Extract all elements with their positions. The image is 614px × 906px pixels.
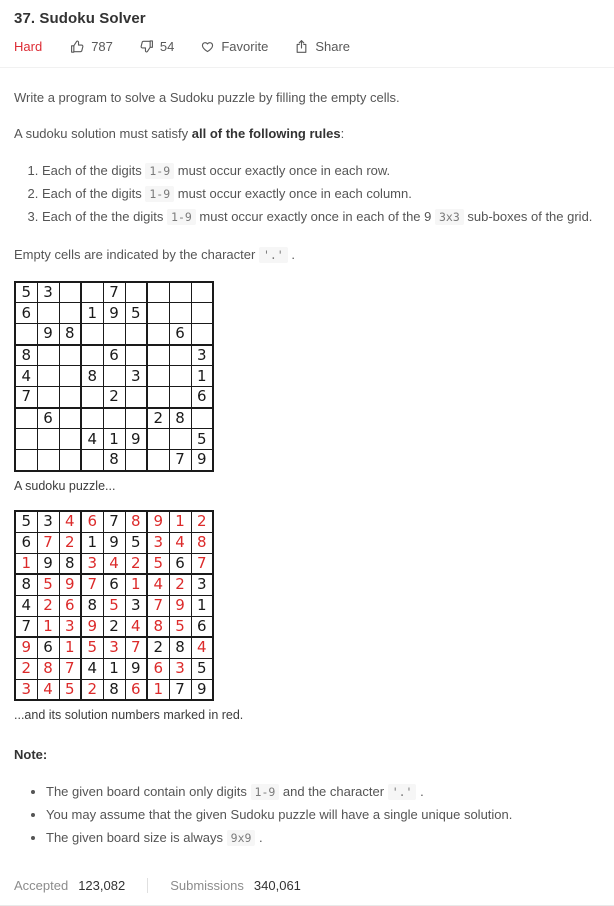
problem-meta-bar: [14, 39, 600, 54]
share-button[interactable]: [294, 39, 350, 54]
sudoku-cell: 6: [169, 553, 191, 574]
sudoku-cell: 7: [103, 282, 125, 303]
sudoku-cell: [169, 345, 191, 366]
sudoku-cell: 4: [81, 429, 103, 450]
sudoku-cell: 1: [103, 429, 125, 450]
sudoku-cell: 1: [147, 679, 169, 700]
sudoku-cell: 1: [81, 532, 103, 553]
notes-list: [14, 780, 600, 850]
sudoku-cell: [59, 303, 81, 324]
sudoku-cell: 6: [15, 532, 37, 553]
submissions-label: Submissions: [170, 877, 244, 893]
sudoku-cell: [191, 324, 213, 345]
sudoku-cell: [125, 450, 147, 471]
difficulty-badge: Hard: [14, 39, 43, 54]
sudoku-cell: 5: [125, 532, 147, 553]
accepted-label: Accepted: [14, 877, 69, 893]
sudoku-cell: 6: [81, 511, 103, 532]
sudoku-cell: 3: [191, 345, 213, 366]
note-item: • You may assume that the given Sudoku puzzle will have a single unique solution.: [46, 803, 600, 826]
sudoku-cell: 9: [125, 429, 147, 450]
sudoku-row: [15, 450, 213, 471]
sudoku-cell: [169, 429, 191, 450]
sudoku-cell: [125, 324, 147, 345]
sudoku-cell: 4: [147, 574, 169, 595]
bold-text: all of the following rules: [191, 126, 341, 142]
sudoku-cell: 5: [125, 303, 147, 324]
sudoku-cell: 9: [103, 532, 125, 553]
sudoku-cell: [37, 366, 59, 387]
sudoku-cell: 8: [59, 324, 81, 345]
sudoku-cell: 3: [15, 679, 37, 700]
sudoku-cell: 1: [103, 658, 125, 679]
problem-description: [0, 68, 614, 868]
heart-icon: [200, 39, 215, 54]
sudoku-cell: [103, 324, 125, 345]
sudoku-cell: 2: [147, 637, 169, 658]
sudoku-row: [15, 658, 213, 679]
sudoku-cell: 9: [125, 658, 147, 679]
sudoku-cell: 8: [37, 658, 59, 679]
sudoku-cell: 7: [103, 511, 125, 532]
sudoku-row: [15, 553, 213, 574]
sudoku-cell: 2: [15, 658, 37, 679]
sudoku-puzzle-grid: [14, 281, 214, 472]
inline-code: 1-9: [167, 209, 196, 225]
sudoku-cell: 8: [15, 345, 37, 366]
sudoku-cell: 6: [15, 303, 37, 324]
empty-cells-paragraph: Empty cells are indicated by the character '.' .: [14, 246, 295, 262]
sudoku-cell: 3: [37, 511, 59, 532]
sudoku-cell: [81, 282, 103, 303]
sudoku-cell: 4: [15, 366, 37, 387]
sudoku-cell: [169, 366, 191, 387]
sudoku-cell: [191, 282, 213, 303]
sudoku-cell: [125, 408, 147, 429]
sudoku-cell: [169, 387, 191, 408]
stats-divider: [147, 878, 148, 893]
sudoku-cell: 3: [37, 282, 59, 303]
sudoku-cell: 7: [37, 532, 59, 553]
sudoku-cell: 6: [147, 658, 169, 679]
sudoku-cell: 8: [125, 511, 147, 532]
share-label: Share: [315, 39, 351, 54]
sudoku-row: [15, 387, 213, 408]
sudoku-cell: 4: [191, 637, 213, 658]
accepted-stat: [14, 878, 125, 893]
sudoku-cell: [81, 408, 103, 429]
sudoku-row: [15, 282, 213, 303]
sudoku-cell: [169, 303, 191, 324]
sudoku-cell: 5: [15, 511, 37, 532]
sudoku-cell: 4: [59, 511, 81, 532]
sudoku-cell: 8: [59, 553, 81, 574]
sudoku-cell: 5: [191, 658, 213, 679]
sudoku-cell: [103, 366, 125, 387]
sudoku-row: [15, 595, 213, 616]
sudoku-cell: [15, 408, 37, 429]
sudoku-cell: [147, 429, 169, 450]
sudoku-cell: 5: [81, 637, 103, 658]
sudoku-row: [15, 574, 213, 595]
inline-code: 3x3: [435, 209, 464, 225]
sudoku-cell: 4: [103, 553, 125, 574]
sudoku-row: [15, 637, 213, 658]
sudoku-cell: [59, 387, 81, 408]
sudoku-row: [15, 532, 213, 553]
sudoku-cell: [15, 450, 37, 471]
sudoku-cell: 6: [191, 616, 213, 637]
sudoku-cell: [37, 345, 59, 366]
sudoku-cell: 7: [15, 616, 37, 637]
sudoku-cell: 7: [191, 553, 213, 574]
sudoku-cell: [147, 324, 169, 345]
note-label: Note:: [14, 747, 48, 763]
sudoku-cell: 3: [147, 532, 169, 553]
sudoku-cell: 6: [59, 595, 81, 616]
sudoku-cell: 7: [59, 658, 81, 679]
sudoku-cell: [37, 387, 59, 408]
page-title: 37. Sudoku Solver: [14, 10, 146, 27]
sudoku-cell: 6: [191, 387, 213, 408]
sudoku-cell: [37, 429, 59, 450]
sudoku-row: [15, 324, 213, 345]
sudoku-cell: [125, 282, 147, 303]
dislike-button[interactable]: [139, 39, 174, 54]
sudoku-cell: 3: [103, 637, 125, 658]
sudoku-cell: [147, 303, 169, 324]
sudoku-cell: 8: [169, 408, 191, 429]
sudoku-cell: [59, 429, 81, 450]
rule-item-column: 2. Each of the digits 1-9 must occur exactly once in each column.: [42, 183, 600, 206]
sudoku-cell: 9: [103, 303, 125, 324]
thumbs-up-icon: [70, 39, 85, 54]
thumbs-down-icon: [139, 39, 154, 54]
sudoku-cell: 2: [147, 408, 169, 429]
sudoku-cell: 5: [15, 282, 37, 303]
sudoku-row: [15, 366, 213, 387]
sudoku-row: [15, 679, 213, 700]
sudoku-cell: 7: [125, 637, 147, 658]
sudoku-cell: 8: [103, 450, 125, 471]
puzzle-caption: A sudoku puzzle...: [14, 478, 116, 493]
rules-list: [14, 160, 600, 228]
sudoku-cell: 2: [103, 387, 125, 408]
inline-code: 1-9: [145, 186, 174, 202]
sudoku-cell: 9: [191, 450, 213, 471]
sudoku-cell: 4: [37, 679, 59, 700]
sudoku-row: [15, 511, 213, 532]
sudoku-cell: 2: [59, 532, 81, 553]
inline-code: '.': [259, 247, 288, 263]
sudoku-cell: 1: [191, 366, 213, 387]
sudoku-cell: 5: [37, 574, 59, 595]
stats-footer: [0, 868, 614, 906]
sudoku-cell: [59, 450, 81, 471]
sudoku-cell: 1: [169, 511, 191, 532]
rule-item-row: 1. Each of the digits 1-9 must occur exactly once in each row.: [42, 160, 600, 183]
sudoku-cell: [147, 450, 169, 471]
sudoku-cell: 4: [169, 532, 191, 553]
sudoku-cell: 2: [81, 679, 103, 700]
description-paragraph: Write a program to solve a Sudoku puzzle by filling the empty cells.: [14, 90, 400, 105]
sudoku-cell: 5: [103, 595, 125, 616]
sudoku-cell: [59, 282, 81, 303]
sudoku-cell: [81, 450, 103, 471]
sudoku-cell: 6: [37, 408, 59, 429]
sudoku-cell: [81, 324, 103, 345]
inline-code: 9x9: [227, 830, 256, 846]
note-item: • The given board contain only digits 1-9 and the character '.' .: [46, 780, 600, 803]
sudoku-cell: 3: [125, 366, 147, 387]
sudoku-cell: 6: [103, 574, 125, 595]
sudoku-cell: [125, 387, 147, 408]
sudoku-cell: 8: [81, 366, 103, 387]
sudoku-cell: 4: [15, 595, 37, 616]
sudoku-cell: 9: [147, 511, 169, 532]
sudoku-cell: 4: [81, 658, 103, 679]
sudoku-cell: 1: [125, 574, 147, 595]
sudoku-cell: [15, 429, 37, 450]
sudoku-cell: 6: [169, 324, 191, 345]
sudoku-cell: 6: [103, 345, 125, 366]
sudoku-cell: 1: [81, 303, 103, 324]
solution-caption: ...and its solution numbers marked in red.: [14, 708, 244, 723]
rules-intro-paragraph: A sudoku solution must satisfy all of the following rules:: [14, 126, 345, 142]
sudoku-cell: [59, 366, 81, 387]
sudoku-cell: [37, 450, 59, 471]
sudoku-cell: 3: [191, 574, 213, 595]
sudoku-cell: 8: [15, 574, 37, 595]
sudoku-cell: 2: [103, 616, 125, 637]
sudoku-cell: 9: [37, 553, 59, 574]
like-count: 787: [91, 39, 113, 54]
sudoku-cell: [37, 303, 59, 324]
problem-header: [0, 0, 614, 68]
sudoku-cell: [147, 366, 169, 387]
sudoku-cell: 3: [169, 658, 191, 679]
note-heading: [14, 745, 600, 765]
sudoku-cell: 8: [191, 532, 213, 553]
sudoku-cell: 1: [15, 553, 37, 574]
sudoku-cell: [125, 345, 147, 366]
inline-code: 1-9: [145, 163, 174, 179]
sudoku-cell: 6: [37, 637, 59, 658]
sudoku-cell: 5: [59, 679, 81, 700]
sudoku-cell: 9: [169, 595, 191, 616]
favorite-label: Favorite: [221, 39, 269, 54]
dislike-count: 54: [159, 39, 175, 54]
rule-item-subbox: 3. Each of the the digits 1-9 must occur exactly once in each of the 9 3x3 sub-boxes of the grid.: [42, 206, 600, 229]
accepted-value: 123,082: [78, 877, 126, 893]
sudoku-cell: 1: [59, 637, 81, 658]
share-icon: [294, 39, 309, 54]
sudoku-cell: 2: [37, 595, 59, 616]
sudoku-cell: 3: [125, 595, 147, 616]
sudoku-row: [15, 345, 213, 366]
sudoku-cell: 5: [147, 553, 169, 574]
sudoku-cell: 8: [147, 616, 169, 637]
favorite-button[interactable]: [200, 39, 268, 54]
sudoku-cell: 9: [15, 637, 37, 658]
sudoku-cell: 7: [169, 679, 191, 700]
sudoku-cell: [147, 387, 169, 408]
sudoku-cell: [191, 303, 213, 324]
inline-code: 1-9: [251, 784, 280, 800]
sudoku-cell: 7: [81, 574, 103, 595]
sudoku-cell: 5: [191, 429, 213, 450]
sudoku-cell: 6: [125, 679, 147, 700]
sudoku-cell: 9: [191, 679, 213, 700]
sudoku-cell: 4: [125, 616, 147, 637]
sudoku-cell: 9: [81, 616, 103, 637]
sudoku-cell: [81, 387, 103, 408]
sudoku-cell: 5: [169, 616, 191, 637]
sudoku-cell: 7: [169, 450, 191, 471]
sudoku-row: [15, 616, 213, 637]
sudoku-cell: 3: [59, 616, 81, 637]
sudoku-cell: 2: [169, 574, 191, 595]
sudoku-cell: [81, 345, 103, 366]
sudoku-cell: 1: [37, 616, 59, 637]
sudoku-cell: 7: [147, 595, 169, 616]
sudoku-cell: 1: [191, 595, 213, 616]
sudoku-cell: 8: [81, 595, 103, 616]
sudoku-cell: 2: [191, 511, 213, 532]
submissions-value: 340,061: [253, 877, 301, 893]
sudoku-cell: [59, 408, 81, 429]
sudoku-cell: 2: [125, 553, 147, 574]
sudoku-row: [15, 429, 213, 450]
note-item: • The given board size is always 9x9 .: [46, 826, 600, 849]
sudoku-cell: 7: [15, 387, 37, 408]
sudoku-cell: [147, 345, 169, 366]
sudoku-row: [15, 408, 213, 429]
sudoku-cell: 8: [103, 679, 125, 700]
sudoku-cell: [59, 345, 81, 366]
sudoku-cell: [169, 282, 191, 303]
sudoku-cell: 3: [81, 553, 103, 574]
sudoku-cell: [191, 408, 213, 429]
sudoku-cell: [147, 282, 169, 303]
sudoku-cell: [15, 324, 37, 345]
sudoku-solution-grid: [14, 510, 214, 701]
sudoku-cell: 9: [37, 324, 59, 345]
sudoku-cell: [103, 408, 125, 429]
like-button[interactable]: [70, 39, 113, 54]
inline-code: '.': [388, 784, 417, 800]
sudoku-row: [15, 303, 213, 324]
sudoku-cell: 9: [59, 574, 81, 595]
sudoku-cell: 8: [169, 637, 191, 658]
submissions-stat: [170, 878, 301, 893]
